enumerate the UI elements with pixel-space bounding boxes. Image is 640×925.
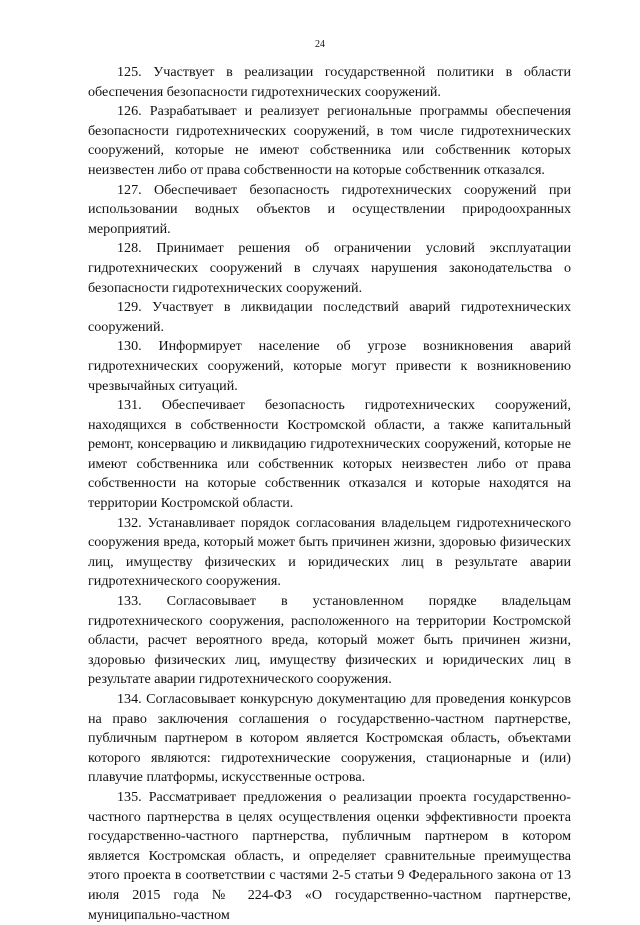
paragraph-134: 134. Согласовывает конкурсную документацию для проведения конкурсов на право заключения соглашения о государственно-частном партнерстве, публичным партнером в котором является Костромская область, объектами которого являются: гидротехнические сооружения, стационарные и (или) плавучие платформы, искусственные острова. bbox=[88, 691, 571, 786]
document-body bbox=[88, 63, 571, 925]
page-number: 24 bbox=[315, 39, 325, 50]
paragraph-125: 125. Участвует в реализации государственной политики в области обеспечения безопасности гидротехнических сооружений. bbox=[88, 64, 571, 100]
paragraph-135: 135. Рассматривает предложения о реализации проекта государственно-частного партнерства в целях осуществления оценки эффективности проекта государственно-частного партнерства, публичным партнером в котором является Костромская область, и определяет сравнительные преимущества этого проекта в соответствии с частями 2-5 статьи 9 Федерального закона от 13 июля 2015 года № 224-ФЗ «О государственно-частном партнерстве, муниципально-частном bbox=[88, 788, 571, 923]
paragraph-132: 132. Устанавливает порядок согласования владельцем гидротехнического сооружения вреда, который может быть причинен жизни, здоровью физических лиц, имуществу физических и юридических лиц в результате аварии гидротехнического сооружения. bbox=[88, 514, 571, 590]
paragraph-129: 129. Участвует в ликвидации последствий аварий гидротехнических сооружений. bbox=[88, 299, 571, 335]
paragraph-127: 127. Обеспечивает безопасность гидротехнических сооружений при использовании водных объектов и осуществлении природоохранных мероприятий. bbox=[88, 181, 571, 237]
paragraph-133: 133. Согласовывает в установленном порядке владельцам гидротехнического сооружения, расположенного на территории Костромской области, расчет вероятного вреда, который может быть причинен жизни, здоровью физических лиц, имуществу физических и юридических лиц в результате аварии гидротехнического сооружения. bbox=[88, 593, 571, 688]
paragraph-126: 126. Разрабатывает и реализует региональные программы обеспечения безопасности гидротехнических сооружений, в том числе гидротехнических сооружений, которые не имеют собственника или собственник которых неизвестен либо от права собственности на которые собственник отказался. bbox=[88, 103, 571, 178]
paragraph-131: 131. Обеспечивает безопасность гидротехнических сооружений, находящихся в собственности Костромской области, а также капитальный ремонт, консервацию и ликвидацию гидротехнических сооружений, которые не имеют собственника или собственник которых неизвестен либо от права собственности на которые собственник отказался и которые находятся на территории Костромской области. bbox=[88, 397, 571, 512]
paragraph-130: 130. Информирует население об угрозе возникновения аварий гидротехнических сооружений, которые могут привести к возникновению чрезвычайных ситуаций. bbox=[88, 338, 571, 394]
paragraph-128: 128. Принимает решения об ограничении условий эксплуатации гидротехнических сооружений в случаях нарушения законодательства о безопасности гидротехнических сооружений. bbox=[88, 240, 571, 296]
